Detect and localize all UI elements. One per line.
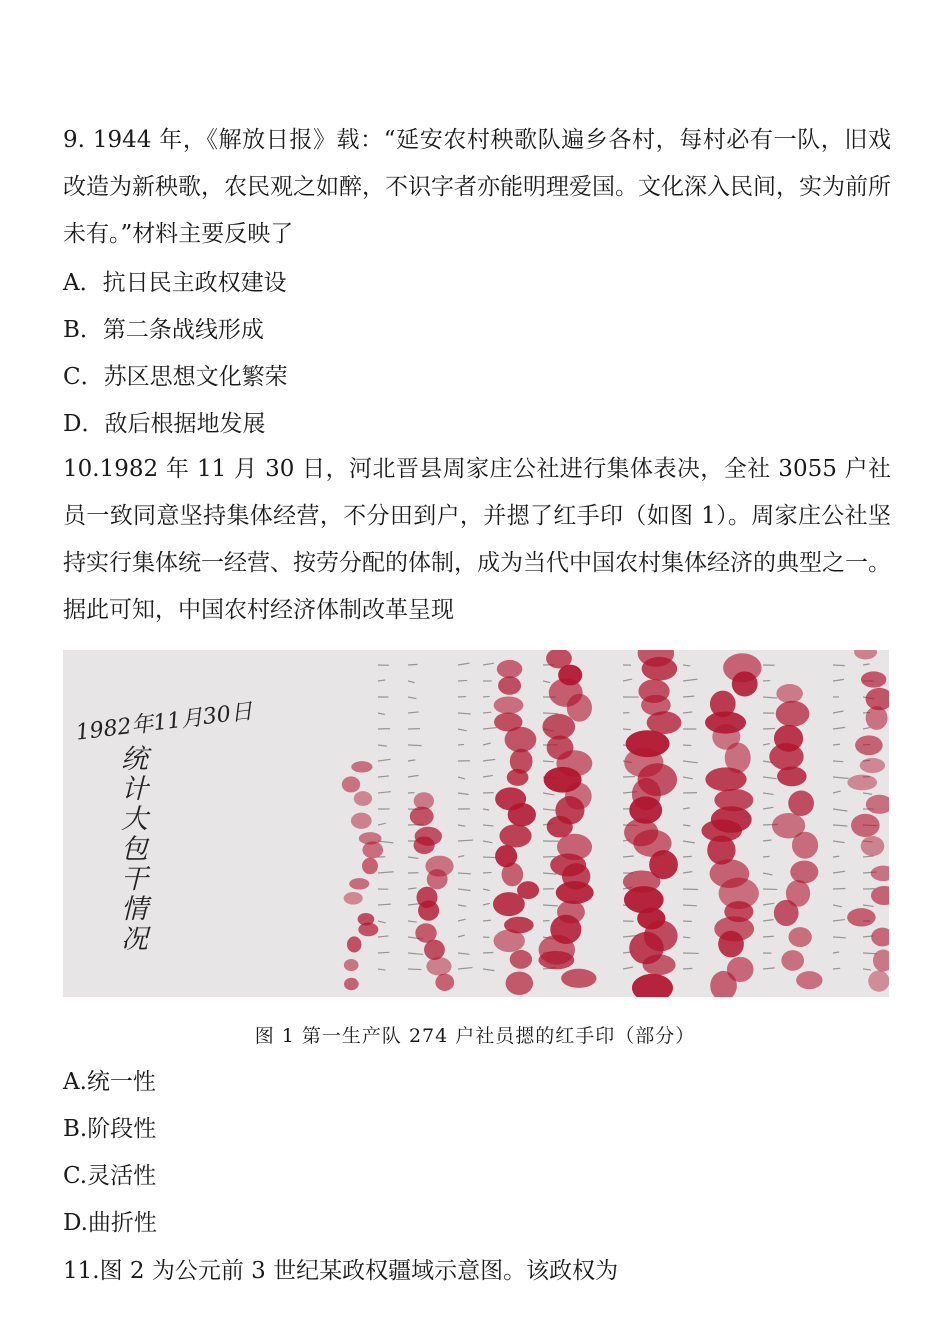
red-thumbprint <box>868 970 889 991</box>
red-thumbprint <box>861 836 885 856</box>
handwriting-stroke <box>683 968 692 969</box>
handwriting-stroke <box>458 905 466 906</box>
red-thumbprint <box>354 791 372 806</box>
red-thumbprint <box>507 769 529 786</box>
red-thumbprint <box>414 836 435 854</box>
handwriting-stroke <box>863 953 877 954</box>
handwriting-stroke <box>763 793 773 794</box>
question-9-stem: 9. 1944 年，《解放日报》载：“延安农村秧歌队遍乡各村，每村必有一队，旧戏改造为新秧歌，农民观之如醉，不识字者亦能明理爱国。文化深入民间，实为前所未有。”材料主要反映了 <box>63 127 891 247</box>
red-thumbprint <box>547 816 573 838</box>
red-thumbprint <box>427 869 448 889</box>
red-thumbprint <box>854 650 877 659</box>
red-thumbprint <box>344 978 359 990</box>
handwriting-stroke <box>408 969 421 970</box>
handwriting-stroke <box>683 696 694 697</box>
handwriting-stroke <box>833 856 839 857</box>
red-thumbprint <box>499 824 531 847</box>
red-thumbprint <box>788 791 814 816</box>
handwriting-stroke <box>378 872 394 873</box>
handwriting-stroke <box>458 777 465 779</box>
handwriting-stroke <box>863 969 871 970</box>
red-thumbprint <box>642 954 675 975</box>
handwriting-stroke <box>763 968 775 969</box>
handwriting-stroke <box>763 697 777 698</box>
red-thumbprint <box>642 657 678 681</box>
handwriting-stroke <box>378 823 386 825</box>
handwriting-stroke <box>683 777 693 779</box>
red-thumbprint <box>776 684 803 703</box>
question-10-option-c[interactable]: C.灵活性 <box>63 1163 157 1189</box>
handwritten-date: 1982年11月30日 <box>74 699 255 746</box>
question-9-option-b[interactable]: B．第二条战线形成 <box>63 317 264 343</box>
handwritten-title: 统计大包干情况 <box>121 744 148 955</box>
handwriting-stroke <box>378 713 385 715</box>
handwriting-stroke <box>763 807 773 809</box>
handwriting-stroke <box>543 809 555 810</box>
handwriting-stroke <box>483 969 494 971</box>
handwriting-stroke <box>378 936 388 937</box>
red-thumbprint-document-photo <box>63 650 889 997</box>
question-9-option-d[interactable]: D．敌后根据地发展 <box>63 411 266 437</box>
handwriting-stroke <box>763 903 774 905</box>
red-thumbprint <box>494 696 524 713</box>
handwriting-stroke <box>378 969 386 970</box>
handwriting-stroke <box>378 921 386 923</box>
handwriting-stroke <box>483 743 491 745</box>
handwriting-stroke <box>378 776 389 777</box>
thumbprints-illustration <box>63 650 889 997</box>
red-thumbprint <box>418 900 439 920</box>
handwriting-stroke <box>483 920 491 921</box>
handwriting-stroke <box>378 680 385 681</box>
handwriting-stroke <box>408 745 422 746</box>
handwriting-stroke <box>833 937 846 938</box>
handwriting-stroke <box>458 889 471 890</box>
handwriting-stroke <box>483 809 489 810</box>
red-thumbprint <box>561 969 596 988</box>
red-thumbprint <box>538 951 574 969</box>
handwriting-stroke <box>483 696 490 697</box>
handwriting-stroke <box>483 728 497 729</box>
handwriting-stroke <box>378 904 391 905</box>
handwriting-stroke <box>458 793 469 794</box>
handwriting-stroke <box>683 679 698 681</box>
red-thumbprint <box>349 878 369 889</box>
red-thumbprint <box>796 971 822 989</box>
handwriting-stroke <box>623 967 633 969</box>
handwriting-stroke <box>408 888 417 889</box>
handwriting-stroke <box>483 775 493 777</box>
handwriting-stroke <box>833 952 839 953</box>
question-10-option-b[interactable]: B.阶段性 <box>63 1116 157 1142</box>
handwriting-stroke <box>683 712 692 713</box>
handwriting-stroke <box>683 808 690 809</box>
handwriting-stroke <box>458 663 470 665</box>
handwriting-stroke <box>863 728 870 729</box>
handwriting-stroke <box>833 968 840 969</box>
handwriting-stroke <box>833 711 844 713</box>
handwriting-stroke <box>408 712 419 713</box>
handwriting-stroke <box>543 920 550 921</box>
handwriting-stroke <box>863 905 874 906</box>
red-thumbprint <box>426 957 451 975</box>
handwriting-stroke <box>483 663 494 665</box>
red-thumbprint <box>342 776 360 792</box>
handwriting-stroke <box>378 745 387 746</box>
handwriting-stroke <box>378 759 391 761</box>
handwriting-stroke <box>408 953 423 954</box>
red-thumbprint <box>505 727 537 753</box>
handwriting-stroke <box>683 665 690 666</box>
handwriting-stroke <box>458 713 471 714</box>
red-thumbprint <box>351 813 372 829</box>
red-thumbprint <box>502 863 524 887</box>
handwriting-stroke <box>458 935 465 937</box>
question-10-option-a[interactable]: A.统一性 <box>63 1069 156 1095</box>
handwriting-stroke <box>483 712 491 713</box>
red-thumbprint <box>781 950 804 971</box>
handwriting-stroke <box>683 905 697 906</box>
handwriting-stroke <box>683 841 695 843</box>
handwriting-stroke <box>483 872 492 873</box>
handwriting-stroke <box>408 664 418 665</box>
red-thumbprint <box>556 881 594 904</box>
red-thumbprint <box>860 758 885 773</box>
handwriting-stroke <box>763 873 772 875</box>
handwriting-stroke <box>483 841 492 843</box>
question-9-option-c[interactable]: C．苏区思想文化繁荣 <box>63 364 288 390</box>
red-thumbprint <box>851 814 880 837</box>
handwriting-stroke <box>408 857 418 858</box>
red-thumbprint <box>788 927 811 947</box>
handwriting-stroke <box>378 841 393 843</box>
red-thumbprint <box>493 930 524 953</box>
red-thumbprint <box>861 671 886 687</box>
handwriting-stroke <box>763 840 771 841</box>
handwriting-stroke <box>543 793 554 795</box>
handwriting-stroke <box>458 856 464 857</box>
red-thumbprint <box>493 892 525 916</box>
handwriting-stroke <box>543 713 558 714</box>
handwriting-stroke <box>833 809 847 811</box>
red-thumbprint <box>435 974 454 991</box>
question-10-stem: 10.1982 年 11 月 30 日，河北晋县周家庄公社进行集体表决，全社 3055 户社员一致同意坚持集体经营，不分田到户，并摁了红手印（如图 1）。周家庄公社坚持实行集体统一经营、按劳分配的体制，成为当代中国农村集体经济的典型之一。据此可知，中国农村经济体制改革呈现 <box>63 456 891 623</box>
question-9-option-a[interactable]: A．抗日民主政权建设 <box>63 270 287 296</box>
handwriting-stroke <box>683 825 690 826</box>
red-thumbprint <box>344 959 359 971</box>
red-thumbprint <box>362 858 378 875</box>
red-thumbprint <box>506 971 534 995</box>
handwriting-stroke <box>833 744 840 745</box>
handwriting-stroke <box>833 888 845 889</box>
handwriting-stroke <box>378 952 389 953</box>
red-thumbprint <box>410 807 434 826</box>
handwriting-stroke <box>833 841 845 843</box>
red-thumbprint <box>732 671 758 696</box>
handwriting-stroke <box>483 759 495 761</box>
handwriting-stroke <box>458 729 467 731</box>
handwriting-stroke <box>833 777 849 778</box>
red-thumbprint <box>705 767 746 791</box>
red-thumbprint <box>873 949 889 971</box>
red-thumbprint <box>866 706 888 730</box>
question-11-stem: 11.图 2 为公元前 3 世纪某政权疆域示意图。该政权为 <box>63 1258 619 1284</box>
red-thumbprint <box>344 892 363 905</box>
red-thumbprint <box>362 841 383 858</box>
handwriting-stroke <box>683 872 692 873</box>
red-thumbprint <box>358 923 378 937</box>
red-thumbprint <box>871 866 889 881</box>
handwriting-stroke <box>763 744 770 745</box>
handwriting-stroke <box>408 681 415 683</box>
handwriting-stroke <box>763 856 770 857</box>
handwriting-stroke <box>763 936 774 937</box>
handwriting-stroke <box>483 857 496 858</box>
handwriting-stroke <box>763 920 774 921</box>
handwriting-stroke <box>833 665 845 666</box>
handwriting-stroke <box>483 903 490 905</box>
red-thumbprint <box>855 735 883 755</box>
handwriting-stroke <box>458 953 469 954</box>
handwriting-stroke <box>458 744 464 745</box>
handwriting-stroke <box>863 856 874 857</box>
handwriting-stroke <box>483 825 494 826</box>
handwriting-stroke <box>623 679 632 681</box>
handwriting-stroke <box>543 681 550 683</box>
handwriting-stroke <box>833 679 844 681</box>
red-thumbprint <box>632 974 673 997</box>
handwriting-stroke <box>833 871 845 873</box>
handwriting-stroke <box>763 777 777 779</box>
red-thumbprint <box>567 694 592 722</box>
handwriting-stroke <box>863 664 870 665</box>
red-thumbprint <box>847 775 877 791</box>
handwriting-stroke <box>543 905 558 906</box>
handwriting-stroke <box>833 791 841 793</box>
red-thumbprint <box>718 931 744 958</box>
handwriting-stroke <box>408 760 415 761</box>
red-thumbprint <box>510 950 532 969</box>
handwriting-stroke <box>458 680 467 681</box>
handwriting-stroke <box>408 921 417 922</box>
red-thumbprint <box>424 940 445 960</box>
handwriting-stroke <box>458 919 466 921</box>
red-thumbprint <box>769 743 803 770</box>
red-thumbprint <box>777 767 807 787</box>
handwriting-stroke <box>458 825 465 826</box>
handwriting-stroke <box>623 856 634 857</box>
handwriting-stroke <box>863 793 872 794</box>
red-thumbprint <box>776 701 810 727</box>
red-thumbprint <box>498 676 521 694</box>
red-thumbprint <box>790 861 818 884</box>
handwriting-stroke <box>833 905 842 907</box>
question-10-option-d[interactable]: D.曲折性 <box>63 1210 157 1236</box>
red-thumbprint <box>871 928 889 947</box>
handwriting-stroke <box>683 937 690 938</box>
handwriting-stroke <box>683 761 698 763</box>
handwriting-stroke <box>833 761 843 762</box>
red-thumbprint <box>774 900 799 926</box>
handwriting-stroke <box>543 873 557 874</box>
handwriting-stroke <box>683 745 691 746</box>
red-thumbprint <box>508 803 536 826</box>
handwriting-stroke <box>543 761 554 762</box>
red-thumbprint <box>847 908 875 926</box>
red-thumbprint <box>351 761 372 772</box>
handwriting-stroke <box>683 856 692 857</box>
red-thumbprint <box>792 832 818 859</box>
handwriting-stroke <box>833 920 845 921</box>
handwriting-stroke <box>408 697 416 699</box>
red-thumbprint <box>347 936 362 952</box>
handwriting-stroke <box>408 775 419 777</box>
red-thumbprint <box>866 795 889 814</box>
handwriting-stroke <box>458 968 472 969</box>
handwriting-stroke <box>833 825 847 826</box>
figure-1-caption: 图 1 第一生产队 274 户社员摁的红手印（部分） <box>254 1025 696 1047</box>
handwriting-stroke <box>833 727 845 729</box>
handwriting-stroke <box>458 840 473 841</box>
red-thumbprint <box>497 660 522 678</box>
handwriting-stroke <box>483 889 490 891</box>
handwriting-stroke <box>378 792 391 793</box>
handwriting-stroke <box>458 873 471 874</box>
handwriting-stroke <box>623 729 631 730</box>
